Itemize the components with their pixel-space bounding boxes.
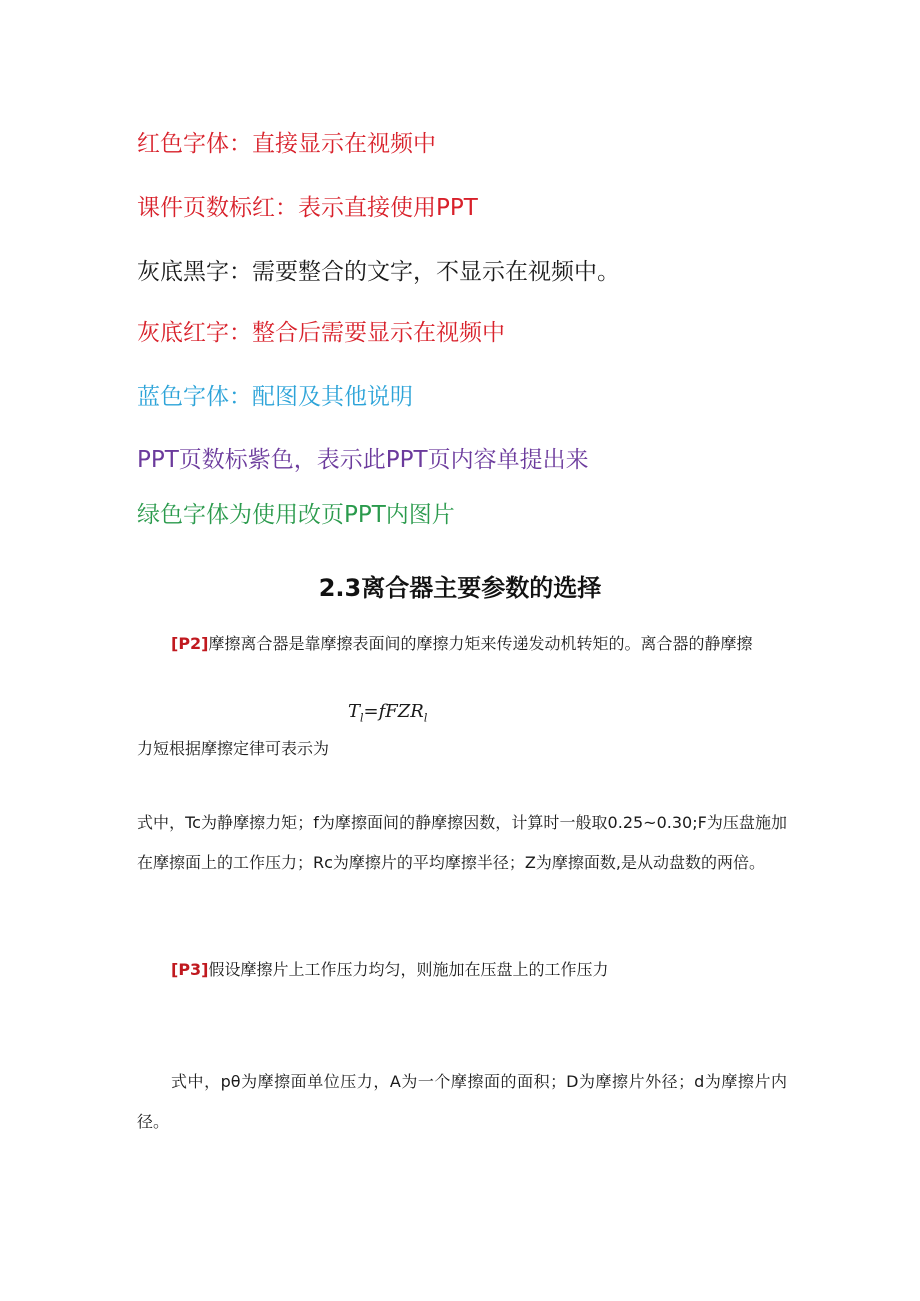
p3-text: 假设摩擦片上工作压力均匀，则施加在压盘上的工作压力	[208, 960, 609, 979]
page-tag-p2: [P2]	[171, 634, 209, 653]
legend-blue-text: 蓝色字体：配图及其他说明	[137, 384, 413, 410]
legend-red-page-number: 课件页数标红：表示直接使用PPT	[137, 195, 478, 221]
section-title: 2.3离合器主要参数的选择	[318, 574, 602, 602]
friction-torque-formula: $T_l=fFZR_l$	[348, 701, 428, 725]
paragraph-p2	[171, 633, 753, 655]
page-tag-p3: [P3]	[171, 960, 209, 979]
p2-text: 摩擦离合器是靠摩擦表面间的摩擦力矩来传递发动机转矩的。离合器的静摩擦	[208, 634, 753, 653]
p2-explanation: 式中，Tc为静摩擦力矩；f为摩擦面间的静摩擦因数，计算时一般取0.25~0.30;F为压盘施加在摩擦面上的工作压力；Rc为摩擦片的平均摩擦半径；Z为摩擦面数,是从动盘数的两倍。	[137, 813, 787, 872]
legend-purple-page: PPT页数标紫色，表示此PPT页内容单提出来	[137, 447, 589, 473]
legend-green-text: 绿色字体为使用改页PPT内图片	[137, 502, 455, 528]
legend-red-text: 红色字体：直接显示在视频中	[137, 131, 436, 157]
legend-gray-red: 灰底红字：整合后需要显示在视频中	[137, 320, 505, 346]
p3-explanation: 式中，pθ为摩擦面单位压力，A为一个摩擦面的面积；D为摩擦片外径；d为摩擦片内径。	[137, 1072, 787, 1131]
paragraph-p3	[171, 959, 609, 981]
legend-gray-black: 灰底黑字：需要整合的文字，不显示在视频中。	[137, 259, 620, 285]
p2-continuation: 力短根据摩擦定律可表示为	[137, 739, 330, 758]
